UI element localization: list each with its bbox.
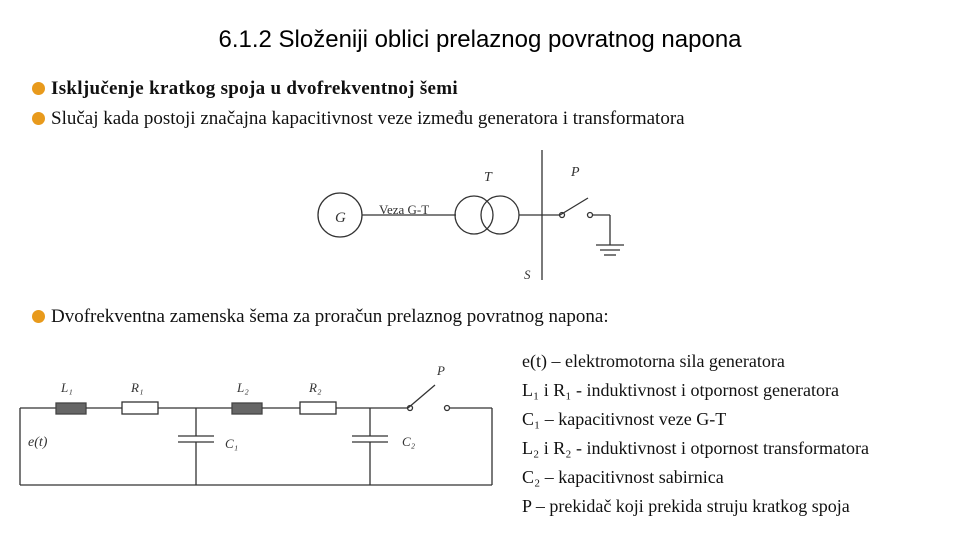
legend-line: L₁ i R₁ - induktivnost i otpornost generatora	[522, 380, 840, 400]
inductor-L1	[56, 403, 86, 414]
bullet-text: Slučaj kada postoji značajna kapacitivnost veze između generatora i transformatora	[51, 108, 685, 129]
transformer-winding-1	[455, 196, 493, 234]
bullet-capacitance	[32, 108, 685, 130]
resistor-R2	[300, 402, 336, 414]
generator-circle	[318, 193, 362, 237]
bullet-dot-icon	[32, 310, 45, 323]
switch-label-2: P	[437, 363, 445, 378]
L1-label: L₁	[61, 380, 73, 395]
bullet-equivalent-circuit	[32, 306, 609, 328]
legend-list	[522, 347, 869, 521]
bullet-short-circuit	[32, 78, 458, 100]
bus-label: S	[524, 267, 531, 282]
bullet-dot-icon	[32, 82, 45, 95]
legend-line: P – prekidač koji prekida struju kratkog spoja	[522, 496, 850, 516]
switch-label: P	[571, 165, 580, 180]
switch-blade-2	[408, 385, 435, 408]
R2-label: R₂	[309, 380, 322, 395]
transformer-winding-2	[481, 196, 519, 234]
legend-line: C₁ – kapacitivnost veze G-T	[522, 409, 727, 429]
C2-label: C₂	[402, 434, 416, 449]
bullet-text: Dvofrekventna zamenska šema za proračun prelaznog povratnog napona:	[51, 306, 609, 327]
legend-line: e(t) – elektromotorna sila generatora	[522, 351, 785, 371]
switch-blade	[560, 198, 588, 215]
veza-label: Veza G-T	[379, 202, 430, 217]
legend-line: L₂ i R₂ - induktivnost i otpornost transformatora	[522, 438, 870, 458]
slide-title: 6.1.2 Složeniji oblici prelaznog povratnog napona	[218, 26, 742, 53]
transformer-label: T	[484, 170, 492, 185]
R1-label: R₁	[131, 380, 144, 395]
generator-label: G	[335, 210, 346, 226]
legend-line: C₂ – kapacitivnost sabirnica	[522, 467, 724, 487]
C1-label: C₁	[225, 436, 239, 451]
resistor-R1	[122, 402, 158, 414]
L2-label: L₂	[237, 380, 249, 395]
bullet-text: Isključenje kratkog spoja u dvofrekventnoj šemi	[51, 78, 458, 99]
bullet-dot-icon	[32, 112, 45, 125]
inductor-L2	[232, 403, 262, 414]
source-label: e(t)	[28, 435, 48, 450]
